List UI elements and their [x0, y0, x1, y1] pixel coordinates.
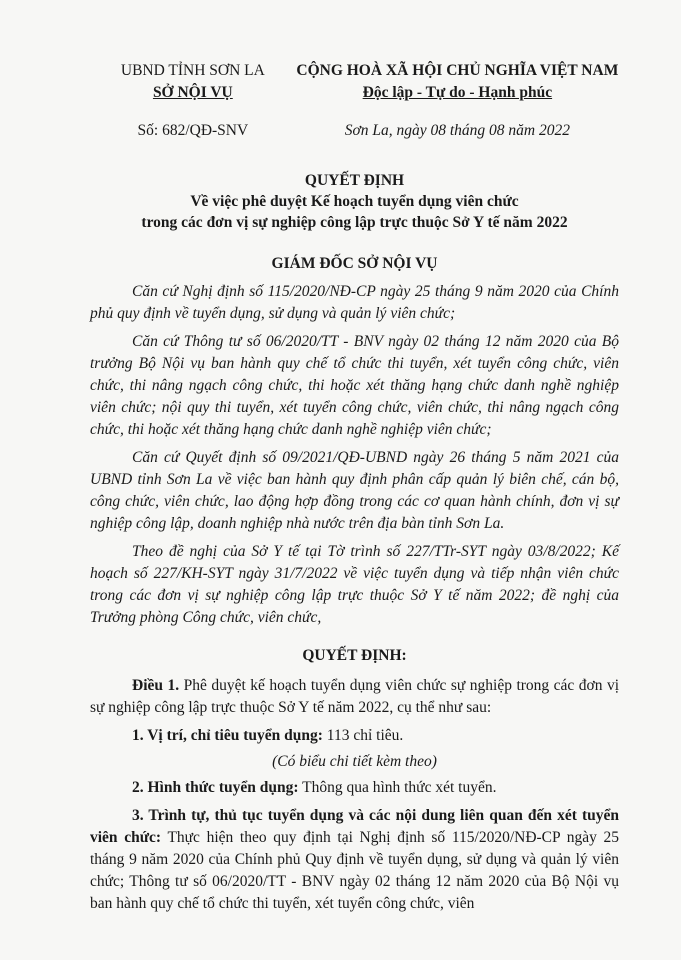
decision-heading: QUYẾT ĐỊNH:: [302, 647, 407, 664]
document-title: [90, 170, 619, 233]
article-1-item-1: [90, 725, 619, 747]
document-date: Sơn La, ngày 08 tháng 08 năm 2022: [344, 122, 570, 139]
number-date-row: [90, 122, 619, 140]
national-motto: [296, 60, 619, 104]
document-header: [90, 60, 619, 104]
article-1-label: Điều 1.: [132, 677, 180, 694]
item-3-label: 3. Trình tự, thủ tục tuyển dụng và các nội dung liên quan đến xét tuyển viên chức:: [90, 807, 619, 846]
preamble-paragraph: Căn cứ Nghị định số 115/2020/NĐ-CP ngày 25 tháng 9 năm 2020 của Chính phủ quy định về tuyển dụng, sử dụng và quản lý viên chức;: [90, 283, 619, 322]
item-1-label: 1. Vị trí, chỉ tiêu tuyển dụng:: [132, 727, 323, 744]
article-1-text: Phê duyệt kế hoạch tuyển dụng viên chức sự nghiệp trong các đơn vị sự nghiệp công lập trực thuộc Sở Y tế năm 2022, cụ thể như sau:: [90, 677, 620, 716]
title-line-3: trong các đơn vị sự nghiệp công lập trực thuộc Sở Y tế năm 2022: [141, 214, 568, 231]
issuer-title: GIÁM ĐỐC SỞ NỘI VỤ: [271, 255, 438, 272]
title-line-2: Về việc phê duyệt Kế hoạch tuyển dụng viên chức: [190, 193, 519, 210]
item-2-text: Thông qua hình thức xét tuyển.: [298, 779, 497, 796]
nation-line-2: Độc lập - Tự do - Hạnh phúc: [362, 84, 553, 101]
item-2-label: 2. Hình thức tuyển dụng:: [132, 779, 299, 796]
item-1-note: (Có biểu chi tiết kèm theo): [272, 753, 437, 770]
org-line-2: SỞ NỘI VỤ: [152, 84, 233, 101]
item-3-text: Thực hiện theo quy định tại Nghị định số 115/2020/NĐ-CP ngày 25 tháng 9 năm 2020 của Chính phủ Quy định về tuyển dụng, sử dụng và quản lý viên chức; Thông tư số 06/2020/TT - BNV ngày 02 tháng 12 năm 2020 của Bộ Nội vụ ban hành quy chế tổ chức thi tuyển, xét tuyển công chức, viên: [90, 829, 620, 912]
preamble-paragraph: Căn cứ Thông tư số 06/2020/TT - BNV ngày 02 tháng 12 năm 2020 của Bộ trưởng Bộ Nội vụ ban hành quy chế tổ chức thi tuyển, xét tuyển công chức, viên chức, thi nâng ngạch công chức, thi hoặc xét thăng hạng chức danh nghề nghiệp viên chức; nội quy thi tuyển, xét tuyển công chức, viên chức, thi nâng ngạch công chức, thi hoặc xét thăng hạng chức danh nghề nghiệp viên chức;: [90, 333, 619, 438]
org-line-1: UBND TỈNH SƠN LA: [120, 62, 265, 79]
article-1-intro: [90, 675, 619, 719]
article-1-item-3: [90, 805, 619, 915]
nation-line-1: CỘNG HOÀ XÃ HỘI CHỦ NGHĨA VIỆT NAM: [296, 62, 619, 79]
item-1-text: 113 chỉ tiêu.: [322, 727, 404, 744]
title-line-1: QUYẾT ĐỊNH: [304, 172, 405, 189]
document-number: Số: 682/QĐ-SNV: [137, 122, 249, 139]
article-1: [90, 675, 619, 915]
preamble-paragraph: Căn cứ Quyết định số 09/2021/QĐ-UBND ngày 26 tháng 5 năm 2021 của UBND tỉnh Sơn La về việc ban hành quy định phân cấp quản lý biên chế, cán bộ, công chức, viên chức, lao động hợp đồng trong các cơ quan hành chính, đơn vị sự nghiệp công lập, doanh nghiệp nhà nước trên địa bàn tỉnh Sơn La.: [90, 449, 619, 532]
issuing-organization: [90, 60, 296, 104]
article-1-item-2: [90, 777, 619, 799]
preamble-paragraph: Theo đề nghị của Sở Y tế tại Tờ trình số 227/TTr-SYT ngày 03/8/2022; Kế hoạch số 227/KH-SYT ngày 31/7/2022 về việc tuyển dụng và tiếp nhận viên chức trong các đơn vị sự nghiệp công lập trực thuộc Sở Y tế năm 2022; đề nghị của Trưởng phòng Công chức, viên chức,: [90, 543, 619, 626]
preamble: [90, 281, 619, 629]
